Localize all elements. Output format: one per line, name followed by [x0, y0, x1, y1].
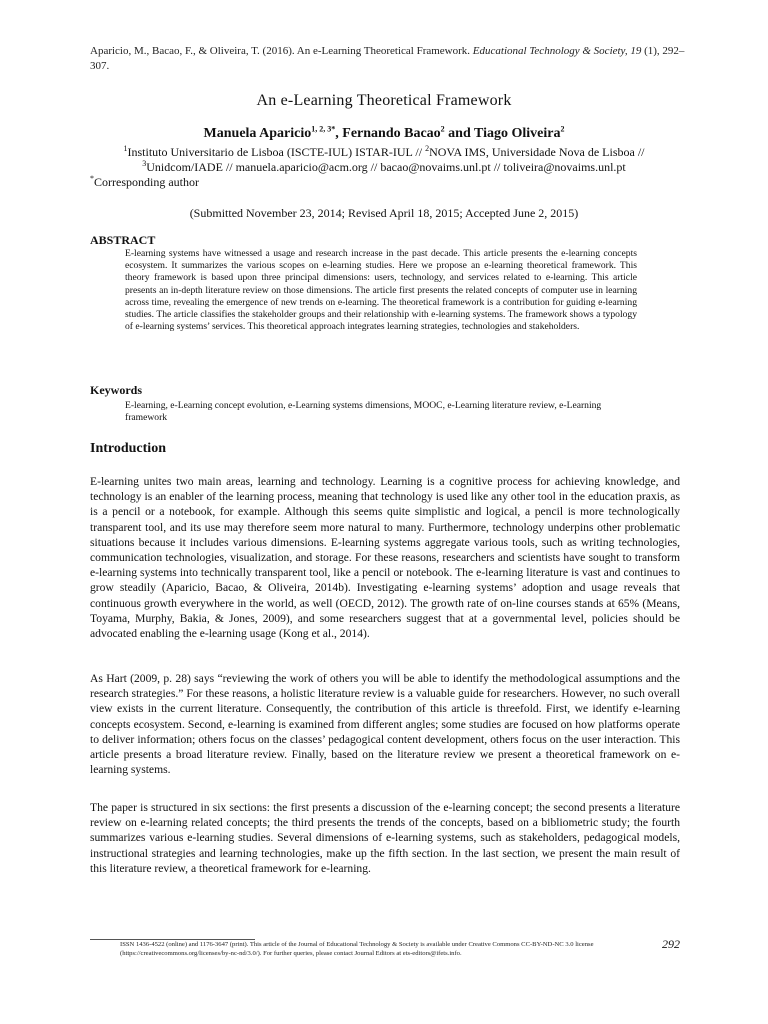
- footer-divider: [90, 939, 255, 940]
- author-separator: and: [444, 126, 474, 141]
- footer-license: ISSN 1436-4522 (online) and 1176-3647 (print). This article of the Journal of Educational Technology & Society is available under Creative Commons CC-BY-ND-NC 3.0 license (https://creativecommons.org/licenses/by-nc-nd/3.0/). For further queries, please contact Journal Editors at ets-editors@ifets.info.: [120, 941, 594, 957]
- author-separator: ,: [335, 126, 343, 141]
- affil-marker: 1: [123, 144, 128, 153]
- affiliation-line-1: [0, 145, 768, 160]
- corresponding-marker: *: [90, 174, 94, 183]
- intro-paragraph-2: As Hart (2009, p. 28) says “reviewing the work of others you will be able to identify the methodological assumptions and the research strategies.” For these reasons, a holistic literature review is a valuable guide for researchers. However, no such overall view exists in the current literature. Consequently, the contribution of this article is threefold. First, we identify e-learning concepts ecosystem. Second, e-learning is examined from different angles; some studies are focused on how platforms operate to deliver information; others focus on the classes’ pedagogical content development, others focus on the user interaction. This article presents a broad literature review. Finally, based on the literature review we present a theoretical framework on e-learning systems.: [90, 672, 680, 777]
- corresponding-author-note: [90, 175, 199, 190]
- author-1-affil: 1, 2, 3*: [311, 124, 336, 134]
- citation-header: [90, 44, 690, 74]
- keywords-heading: Keywords: [90, 383, 142, 397]
- author-line: [0, 126, 768, 142]
- author-3-affil: 2: [560, 124, 565, 134]
- affiliation-line-2: [0, 160, 768, 175]
- affil-text: Instituto Universitario de Lisboa (ISCTE-IUL) ISTAR-IUL //: [127, 145, 426, 159]
- abstract-text: E-learning systems have witnessed a usage and research increase in the past decade. This article presents the e-learning concepts ecosystem. It summarizes the various scopes on e-learning studies. Here we propose an e-learning theoretical framework. This theory framework is based upon three principal dimensions: users, technology, and services related to e-learning. This article presents an in-depth literature review on those dimensions. The article first presents the related concepts of computer use in learning across time, revealing the emergence of new trends on e-learning. The theoretical framework is a contribution for guiding e-learning studies. The article classifies the stakeholder groups and their relationship with e-learning systems. The framework shows a typology of e-learning systems’ services. This theoretical approach integrates learning strategies, technologies and stakeholders.: [125, 248, 637, 333]
- citation-prefix: Aparicio, M., Bacao, F., & Oliveira, T. (2016). An e-Learning Theoretical Framework.: [90, 45, 473, 57]
- section-heading-introduction: Introduction: [90, 441, 166, 456]
- citation-suffix: (1), 292–307.: [90, 45, 685, 72]
- affil-marker: 3: [142, 159, 147, 168]
- affil-emails: Unidcom/IADE // manuela.aparicio@acm.org // bacao@novaims.unl.pt // toliveira@novaims.unl.pt: [146, 160, 626, 174]
- keywords-text: E-learning, e-Learning concept evolution, e-Learning systems dimensions, MOOC, e-Learning literature review, e-Learning framework: [125, 400, 602, 424]
- affil-text: NOVA IMS, Universidade Nova de Lisboa //: [429, 145, 645, 159]
- author-3-name: Tiago Oliveira: [473, 126, 561, 141]
- citation-journal: Educational Technology & Society, 19: [472, 45, 642, 57]
- intro-paragraph-3: The paper is structured in six sections: the first presents a discussion of the e-learning concept; the second presents a literature review on e-learning related concepts; the third presents the trends of the concepts, based on a bibliometric study; the fourth summarizes various e-learning studies. Several dimensions of e-learning systems, such as stakeholders, pedagogical models, instructional strategies and learning technologies, make up the fifth section. In the last section, we present the main result of this literature review, a theoretical framework for e-learning.: [90, 801, 680, 875]
- abstract-heading: ABSTRACT: [90, 233, 156, 247]
- paper-title: An e-Learning Theoretical Framework: [256, 92, 512, 109]
- corresponding-text: Corresponding author: [94, 175, 199, 189]
- author-2-name: Fernando Bacao: [342, 126, 441, 141]
- submission-dates: (Submitted November 23, 2014; Revised April 18, 2015; Accepted June 2, 2015): [189, 206, 579, 220]
- affil-marker: 2: [425, 144, 430, 153]
- page-number: 292: [662, 937, 680, 951]
- author-2-affil: 2: [440, 124, 445, 134]
- author-1-name: Manuela Aparicio: [203, 126, 312, 141]
- intro-paragraph-1: E-learning unites two main areas, learning and technology. Learning is a cognitive process for achieving knowledge, and technology is an enabler of the learning process, meaning that technology is used like any other tool in the education praxis, as is a pencil or a notebook, for example. Although this seems quite simplistic and logical, a pencil is more technologically transparent tool, and its use may therefore seem more natural to many. Furthermore, technology underpins other problematic situations because it includes various dimensions. E-learning systems aggregate various tools, such as writing technologies, communication technologies, visualization, and storage. For these reasons, researchers and scientists have sought to transform e-learning systems into technically transparent tool, like a pencil or notebook. The e-learning literature is vast and continues to grow steadily (Aparicio, Bacao, & Oliveira, 2014b). Investigating e-learning systems’ adoption and usage reveals that continuous growth everywhere in the world, as well (OECD, 2012). The growth rate of on-line courses stands at 65% (Means, Toyama, Murphy, Bakia, & Jones, 2009), and some researchers suggest that at a governmental level, policies should be advocated enabling the e-learning usage (Kong et al., 2014).: [90, 475, 680, 641]
